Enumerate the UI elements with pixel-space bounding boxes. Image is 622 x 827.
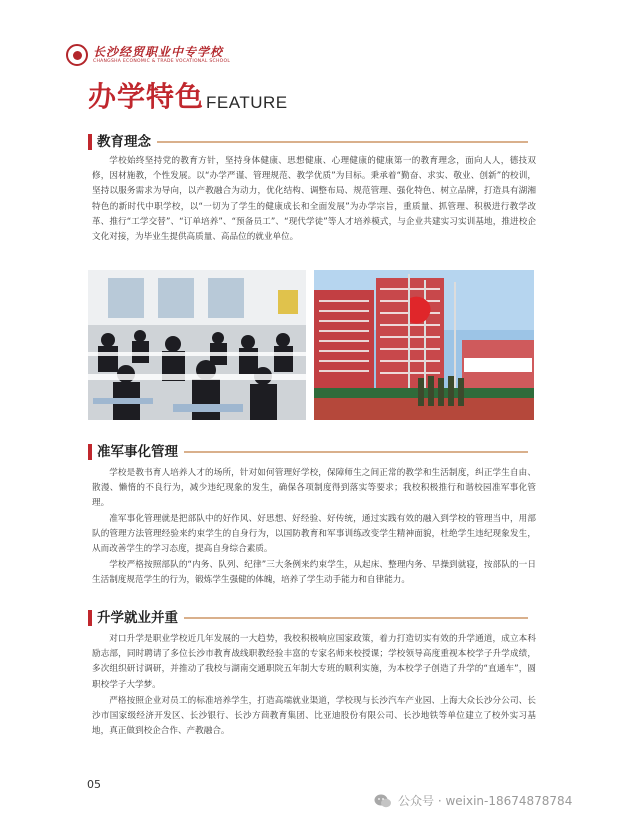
page-title — [88, 80, 288, 114]
section-marker — [88, 444, 92, 460]
section-title: 教育理念 — [97, 134, 151, 150]
section-rule — [184, 448, 528, 456]
school-seal-icon — [66, 44, 88, 66]
flag-ceremony-photo — [314, 270, 534, 420]
page-number: 05 — [87, 778, 101, 791]
paragraph: 学校是教书育人培养人才的场所，针对如何管理好学校，保障师生之间正常的教学和生活制度，纠正学生自由、散漫、懒惰的不良行为，减少违纪现象的发生，确保各项制度得到落实等要求；我校积极推行和谐校园准军事化管理。 — [92, 468, 536, 509]
page-title-en: FEATURE — [206, 93, 288, 112]
section-header-education — [88, 134, 528, 150]
logo-name-en: CHANGSHA ECONOMIC & TRADE VOCATIONAL SCHOOL — [93, 59, 231, 64]
section-marker — [88, 610, 92, 626]
paragraph: 准军事化管理就是把部队中的好作风、好思想、好经验、好传统，通过实践有效的融入到学校的管理当中，用部队的管理方法管理经验来约束学生的自身行为，以国防教育和军事训练改变学生精神面貌，杜绝学生违纪现象发生，从而改善学生的学习态度，提高自身综合素质。 — [92, 514, 536, 555]
section-rule — [184, 614, 528, 622]
section-marker — [88, 134, 92, 150]
paragraph: 严格按照企业对员工的标准培养学生，打造高端就业渠道，学校现与长沙汽车产业园、上海大众长沙分公司、长沙市国家级经济开发区、长沙银行、长沙方茴教育集团、比亚迪股份有限公司、长沙地铁等单位建立了校外实习基地，真正做到校企合作、产教融合。 — [92, 696, 536, 737]
section-header-military — [88, 444, 528, 460]
paragraph: 对口升学是职业学校近几年发展的一大趋势，我校积极响应国家政策，着力打造切实有效的升学通道，成立本科励志部，同时聘请了多位长沙市教育战线职教经验丰富的专家名师来校授课；学校领导高度重视本校学子升学成绩，多次组织研讨调研，并推动了我校与湖南交通职院五年制大专班的顺利实施，为本校学子创造了升学的“直通车”，圆职校学子大学梦。 — [92, 634, 536, 690]
logo-text — [93, 45, 230, 65]
section-rule — [157, 138, 528, 146]
section-header-career — [88, 610, 528, 626]
logo-name-cn: 长沙经贸职业中专学校 — [93, 45, 224, 59]
page-title-cn: 办学特色 — [88, 80, 205, 113]
paragraph: 学校严格按照部队的“内务、队列、纪律”三大条例来约束学生，从起床、整理内务、早操到就寝，按部队的一日生活制度规范学生的行为，锻炼学生强健的体魄，培养了学生动手能力和自律能力。 — [92, 560, 536, 586]
paragraph: 学校始终坚持党的教育方针，坚持身体健康、思想健康、心理健康的健康第一的教育理念，面向人人，德技双修，因材施教，个性发展。以“办学严谨、管理规范、教学优质”为目标。秉承着“勤奋、求实、敬业、创新”的校训，坚持以服务需求为导向，以产教融合为动力，优化结构、调整布局、规范管理、强化特色、树立品牌，打造具有湖湘特色的新时代中职学校，以“一切为了学生的健康成长和全面发展”为办学宗旨，重质量、抓管理、积极进行教学改革、推行“工学交替”、“订单培养”、“预备员工”、“现代学徒”等人才培养模式，与企业共建实习实训基地，推进校企文化对接，为毕业生提供高质量、高品位的就业单位。 — [92, 156, 536, 243]
section-title: 准军事化管理 — [97, 444, 178, 460]
school-logo — [66, 44, 230, 66]
watermark — [374, 792, 572, 809]
section-title: 升学就业并重 — [97, 610, 178, 626]
classroom-photo — [88, 270, 306, 420]
watermark-text: 公众号 · weixin-18674878784 — [398, 794, 573, 808]
wechat-icon — [374, 793, 392, 809]
